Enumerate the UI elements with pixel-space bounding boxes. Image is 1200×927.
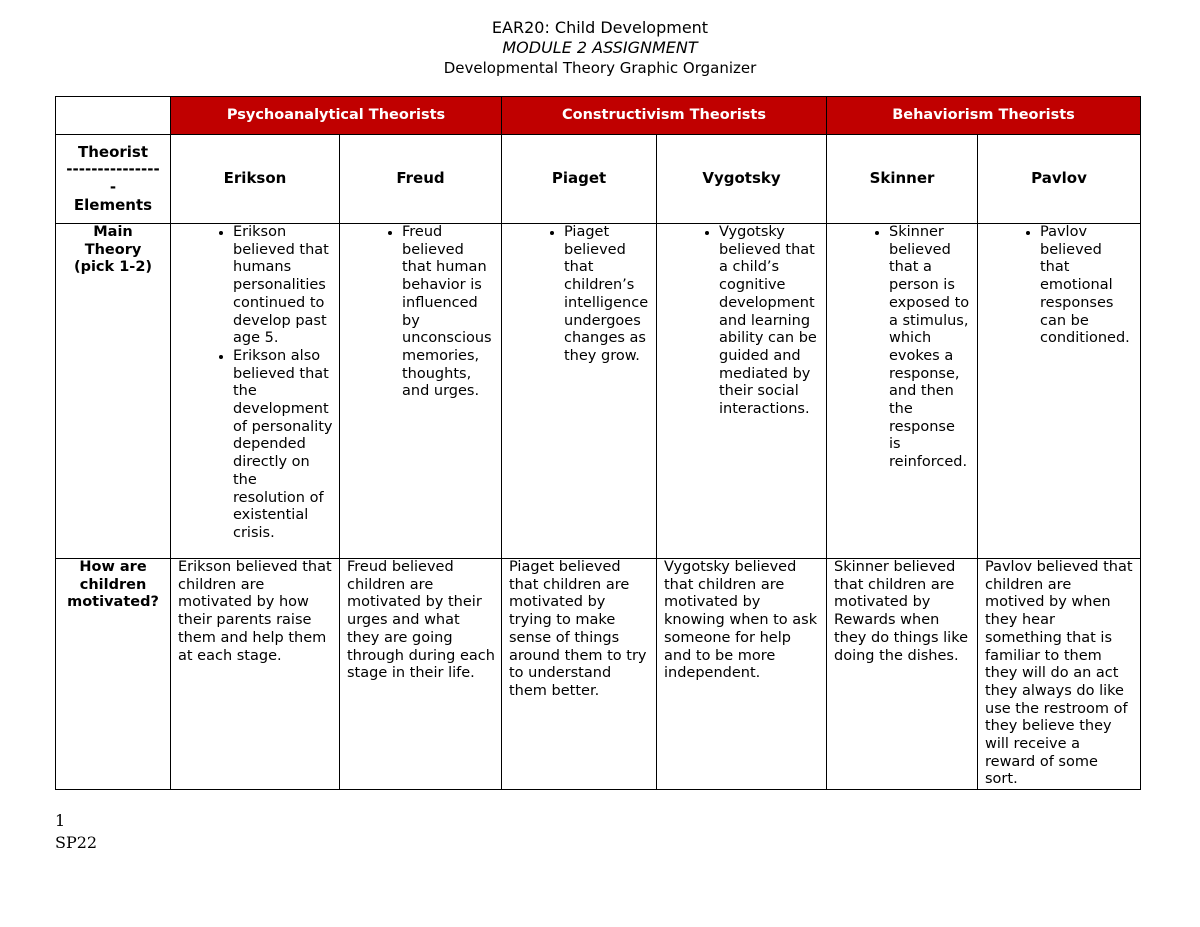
assignment-title: MODULE 2 ASSIGNMENT	[502, 38, 698, 57]
theory-piaget	[502, 224, 657, 559]
theory-bullet: • Skinner believed that a person is exposed to a stimulus, which evokes a response, and then the response is reinforced.	[889, 224, 971, 472]
theory-bullet: • Piaget believed that children’s intelligence undergoes changes as they grow.	[564, 224, 650, 366]
theory-bullet: • Vygotsky believed that a child’s cognitive development and learning ability can be guided and mediated by their social interactions.	[719, 224, 820, 419]
page-footer	[55, 810, 97, 854]
page-number: 1	[55, 811, 66, 830]
category-constructivism: Constructivism Theorists	[502, 97, 827, 135]
category-psychoanalytical: Psychoanalytical Theorists	[171, 97, 502, 135]
theory-list	[978, 224, 1140, 348]
theorist-vygotsky: Vygotsky	[657, 135, 827, 224]
theory-list	[171, 224, 339, 543]
theory-bullet: • Pavlov believed that emotional responses can be conditioned.	[1040, 224, 1134, 348]
theorist-erikson: Erikson	[171, 135, 340, 224]
theory-bullet: • Erikson also believed that the development of personality depended directly on the resolution of existential crisis.	[233, 348, 333, 543]
motivation-skinner: Skinner believed that children are motivated by Rewards when they do things like doing the dishes.	[827, 559, 978, 790]
motivation-erikson: Erikson believed that children are motivated by how their parents raise them and help them at each stage.	[171, 559, 340, 790]
theorist-piaget: Piaget	[502, 135, 657, 224]
row-label-theory: Main Theory (pick 1-2)	[56, 224, 171, 559]
theory-list	[340, 224, 501, 401]
theory-organizer-table	[55, 96, 1141, 790]
motivation-piaget: Piaget believed that children are motivated by trying to make sense of things around them to try to understand them better.	[502, 559, 657, 790]
theory-pavlov	[978, 224, 1141, 559]
theory-list	[827, 224, 977, 472]
theory-list	[657, 224, 826, 419]
theorist-freud: Freud	[340, 135, 502, 224]
theorist-row	[56, 135, 1141, 224]
term-code: SP22	[55, 833, 98, 852]
motivation-freud: Freud believed children are motivated by their urges and what they are going through during each stage in their life.	[340, 559, 502, 790]
theory-freud	[340, 224, 502, 559]
theory-bullet: • Erikson believed that humans personalities continued to develop past age 5.	[233, 224, 333, 348]
row-label-motivation: How are children motivated?	[56, 559, 171, 790]
category-behaviorism: Behaviorism Theorists	[827, 97, 1141, 135]
organizer-heading: Developmental Theory Graphic Organizer	[443, 59, 757, 77]
theorist-skinner: Skinner	[827, 135, 978, 224]
theorist-pavlov: Pavlov	[978, 135, 1141, 224]
document-header	[0, 18, 1200, 78]
main-theory-row	[56, 224, 1141, 559]
motivation-pavlov: Pavlov believed that children are motived by when they hear something that is familiar to them they will do an act they always do like use the restroom of they believe they will receive a reward of some sort.	[978, 559, 1141, 790]
motivation-row	[56, 559, 1141, 790]
theory-skinner	[827, 224, 978, 559]
theory-erikson	[171, 224, 340, 559]
category-row	[56, 97, 1141, 135]
motivation-vygotsky: Vygotsky believed that children are motivated by knowing when to ask someone for help and to be more independent.	[657, 559, 827, 790]
theory-list	[502, 224, 656, 366]
corner-cell	[56, 97, 171, 135]
row-label-theorist: Theorist --------------- - Elements	[56, 135, 171, 224]
theory-vygotsky	[657, 224, 827, 559]
theory-bullet: • Freud believed that human behavior is influenced by unconscious memories, thoughts, and urges.	[402, 224, 495, 401]
course-title: EAR20: Child Development	[491, 18, 709, 37]
